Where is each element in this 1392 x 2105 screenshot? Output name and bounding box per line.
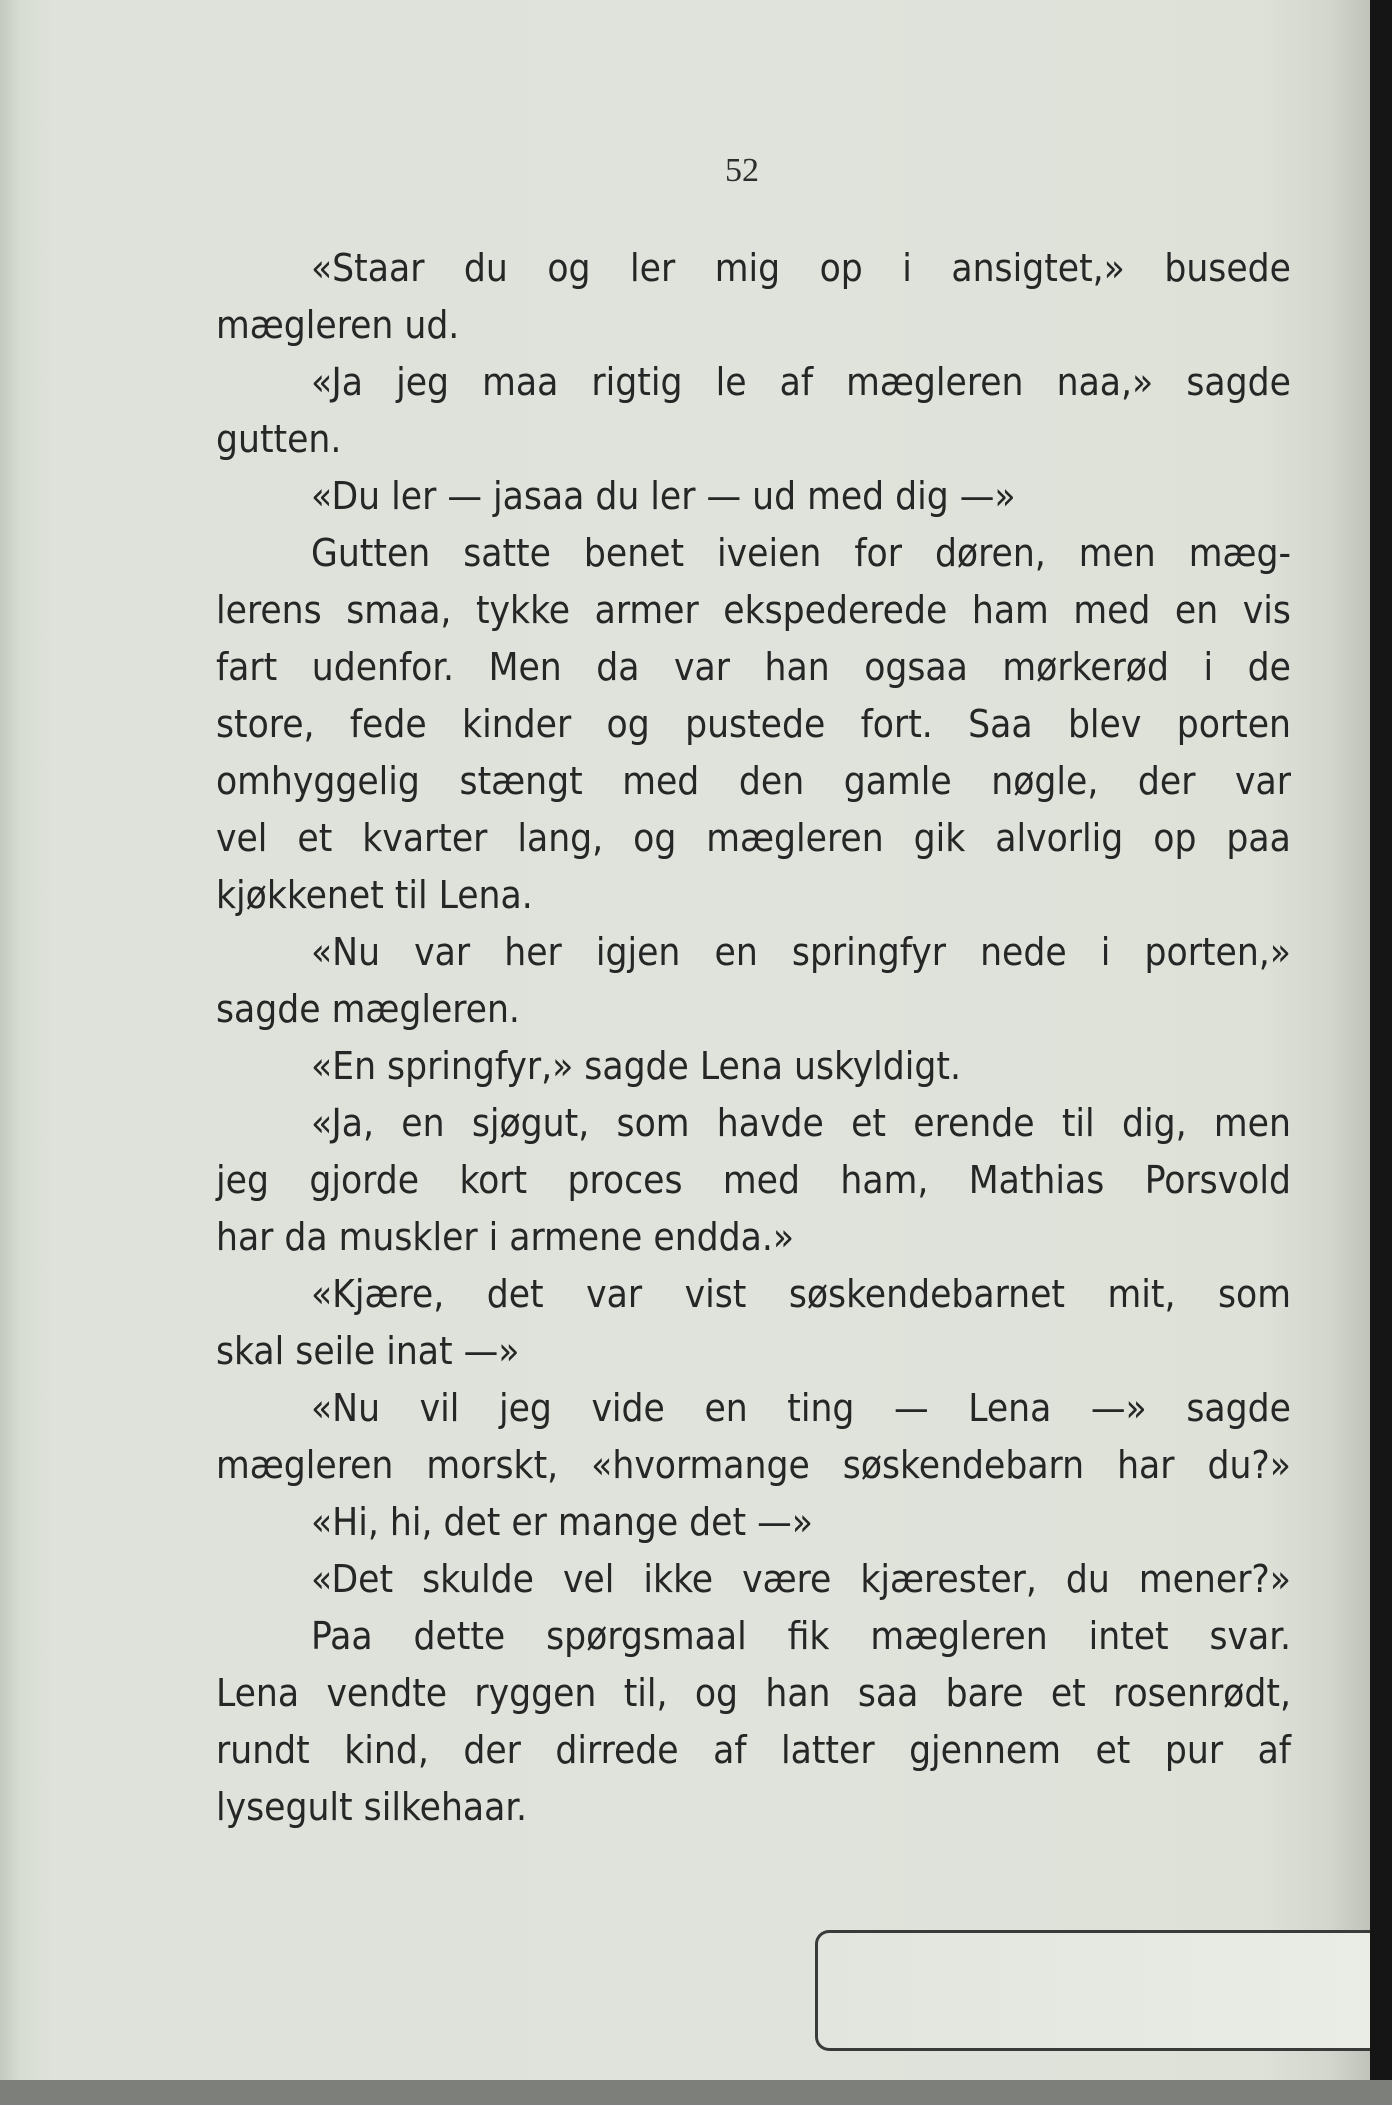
word: alvorlig [995,816,1124,861]
word: det [443,1500,501,1545]
text-line [216,1209,1291,1266]
text-line [216,1779,1291,1836]
word: — [706,474,742,519]
word: gjennem [909,1728,1061,1773]
word: lang, [517,816,604,861]
word: du [463,246,508,291]
word: Mathias [968,1158,1105,1203]
word: nøgle, [991,759,1099,804]
word: «Du [311,474,381,519]
word: morskt, [426,1443,559,1488]
word: har [1117,1443,1175,1488]
word: rosenrødt, [1113,1671,1291,1716]
text-line [216,468,1291,525]
word: mener?» [1138,1557,1291,1602]
text-line [216,1323,1291,1380]
word: springfyr,» [387,1044,574,1089]
word: det [486,1272,544,1317]
text-line [216,1038,1291,1095]
word: Saa [968,702,1033,747]
word: fede [349,702,427,747]
word: det [689,1500,747,1545]
text-line [216,1152,1291,1209]
text-line [216,1095,1291,1152]
word: blev [1067,702,1142,747]
word: armer [594,588,699,633]
word: han [765,1671,831,1716]
word: er [511,1500,547,1545]
word: han [764,645,830,690]
word: ham, [840,1158,929,1203]
text-line [216,1437,1291,1494]
scan-edge-bottom [0,2080,1392,2105]
word: en [704,1386,748,1431]
word: vide [591,1386,665,1431]
word: da [284,1215,328,1260]
word: «Nu [311,930,381,975]
word: omhyggelig [216,759,420,804]
word: igjen [595,930,681,975]
word: gik [913,816,966,861]
word: iveien [717,531,822,576]
text-line [216,1380,1291,1437]
word: ham [971,588,1049,633]
word: ryggen [474,1671,597,1716]
word: maa [482,360,559,405]
text-line [216,981,1291,1038]
word: søskendebarnet [788,1272,1066,1317]
word: fik [787,1614,830,1659]
word: Porsvold [1144,1158,1291,1203]
word: satte [463,531,551,576]
word: dig, [1121,1101,1187,1146]
word: ogsaa [864,645,968,690]
word: bare [945,1671,1024,1716]
text-line [216,411,1291,468]
word: da [596,645,640,690]
word: fort. [860,702,933,747]
word: jeg [216,1158,269,1203]
word: til [1061,1101,1095,1146]
word: gjorde [309,1158,420,1203]
word: kvarter [362,816,488,861]
word: vil [419,1386,460,1431]
word: proces [567,1158,683,1203]
word: den [738,759,805,804]
word: dette [413,1614,506,1659]
word: sagde [584,1044,689,1089]
word: af [1257,1728,1291,1773]
word: uskyldigt. [794,1044,961,1089]
word: som [1217,1272,1291,1317]
word: «En [311,1044,377,1089]
word: — [447,474,482,519]
word: —» [463,1329,520,1374]
word: i [1203,645,1214,690]
word: porten [1176,702,1291,747]
word: — [894,1386,929,1431]
word: søskendebarn [842,1443,1085,1488]
word: mange [557,1500,679,1545]
word: sjøgut, [471,1101,590,1146]
text-line [216,297,1291,354]
word: en [714,930,758,975]
word: «Det [311,1557,394,1602]
word: kjøkkenet [216,873,384,918]
word: mæg- [1188,531,1291,576]
word: ikke [643,1557,714,1602]
word: som [616,1101,690,1146]
word: et [851,1101,886,1146]
word: store, [216,702,315,747]
word: Men [488,645,562,690]
word: benet [583,531,685,576]
word: du?» [1207,1443,1291,1488]
text-line [216,867,1291,924]
word: men [1078,531,1156,576]
word: til [394,873,428,918]
word: porten,» [1144,930,1291,975]
word: du [595,474,640,519]
word: Lena. [438,873,533,918]
word: sagde [1186,1386,1291,1431]
word: af [713,1728,747,1773]
word: har [216,1215,274,1260]
word: vis [1242,588,1291,633]
word: gamle [843,759,952,804]
word: med [722,1158,800,1203]
word: et [1050,1671,1086,1716]
word: var [674,645,730,690]
word: i [488,1215,499,1260]
word: muskler [338,1215,478,1260]
word: inat [386,1329,453,1374]
word: vist [684,1272,747,1317]
word: kind, [344,1728,429,1773]
word: springfyr [791,930,946,975]
text-line [216,1494,1291,1551]
word: —» [757,1500,813,1545]
word: —» [959,474,1016,519]
word: en [401,1101,445,1146]
word: skal [216,1329,285,1374]
word: silkehaar. [363,1785,528,1830]
word: ansigtet,» [951,246,1125,291]
word: mit, [1107,1272,1176,1317]
word: der [463,1728,521,1773]
word: ler [650,474,696,519]
word: til, [623,1671,668,1716]
word: busede [1164,246,1291,291]
word: paa [1226,816,1291,861]
text-line [216,1722,1291,1779]
word: jasaa [493,474,585,519]
word: og [694,1671,739,1716]
word: ting [787,1386,855,1431]
word: sagde [216,987,321,1032]
text-line [216,1266,1291,1323]
word: fart [216,645,278,690]
page-tab-marker [815,1930,1370,2051]
word: et [1095,1728,1131,1773]
word: naa,» [1056,360,1154,405]
word: med [1073,588,1151,633]
word: «hvormange [591,1443,810,1488]
word: og [633,816,677,861]
word: «Staar [311,246,425,291]
word: kjærester, [860,1557,1037,1602]
word: kort [459,1158,528,1203]
word: svar. [1209,1614,1291,1659]
text-line [216,582,1291,639]
word: ud. [404,303,460,348]
word: vel [562,1557,615,1602]
word: de [1247,645,1291,690]
word: pur [1164,1728,1224,1773]
word: rigtig [591,360,683,405]
word: jeg [396,360,449,405]
word: en [1174,588,1219,633]
word: Lena [216,1671,300,1716]
word: —» [1090,1386,1147,1431]
word: var [414,930,471,975]
text-line [216,639,1291,696]
word: dig [895,474,949,519]
word: op [819,246,863,291]
word: «Ja [311,360,363,405]
word: erende [913,1101,1035,1146]
word: dirrede [555,1728,679,1773]
word: jeg [498,1386,552,1431]
word: med [622,759,700,804]
word: hi, [389,1500,433,1545]
text-line [216,1608,1291,1665]
text-line [216,1551,1291,1608]
word: mægleren [706,816,884,861]
word: ler [391,474,437,519]
word: var [586,1272,643,1317]
text-line [216,240,1291,297]
word: skulde [422,1557,534,1602]
word: mig [714,246,781,291]
text-line [216,924,1291,981]
word: mægleren [216,1443,394,1488]
text-line [216,1665,1291,1722]
word: «Nu [311,1386,381,1431]
text-line [216,525,1291,582]
word: op [1153,816,1197,861]
word: ekspederede [723,588,948,633]
word: og [606,702,650,747]
word: for [854,531,902,576]
word: mægleren [870,1614,1048,1659]
page-number: 52 [725,152,759,189]
word: pustede [685,702,826,747]
word: og [547,246,591,291]
word: seile [295,1329,376,1374]
word: lysegult [216,1785,353,1830]
word: smaa, [346,588,452,633]
word: ler [630,246,676,291]
word: sagde [1186,360,1291,405]
word: nede [980,930,1067,975]
word: intet [1088,1614,1169,1659]
word: med [807,474,885,519]
word: være [742,1557,832,1602]
word: her [504,930,562,975]
text-line [216,696,1291,753]
body-text [216,240,1291,1836]
scan-edge-right [1370,0,1392,2105]
word: Lena [699,1044,783,1089]
word: du [1065,1557,1110,1602]
word: havde [716,1101,824,1146]
word: rundt [216,1728,310,1773]
word: Gutten [311,531,431,576]
word: vel [216,816,268,861]
word: et [297,816,333,861]
word: udenfor. [311,645,455,690]
text-line [216,810,1291,867]
text-line [216,354,1291,411]
word: mægleren [846,360,1024,405]
word: spørgsmaal [546,1614,747,1659]
word: der [1137,759,1196,804]
word: armene [509,1215,643,1260]
word: mægleren [216,303,394,348]
word: mægleren. [331,987,520,1032]
word: i [1100,930,1111,975]
word: tykke [475,588,571,633]
word: vendte [326,1671,448,1716]
word: kinder [462,702,572,747]
word: men [1213,1101,1291,1146]
word: af [779,360,814,405]
word: stængt [459,759,583,804]
text-line [216,753,1291,810]
word: ud [752,474,797,519]
word: Paa [311,1614,373,1659]
word: gutten. [216,417,342,462]
word: «Ja, [311,1101,374,1146]
word: saa [857,1671,919,1716]
word: le [715,360,747,405]
word: «Hi, [311,1500,379,1545]
word: latter [781,1728,875,1773]
word: «Kjære, [311,1272,445,1317]
word: var [1235,759,1291,804]
word: Lena [968,1386,1052,1431]
word: endda.» [653,1215,795,1260]
word: mørkerød [1002,645,1169,690]
word: i [902,246,912,291]
word: lerens [216,588,322,633]
word: døren, [934,531,1046,576]
